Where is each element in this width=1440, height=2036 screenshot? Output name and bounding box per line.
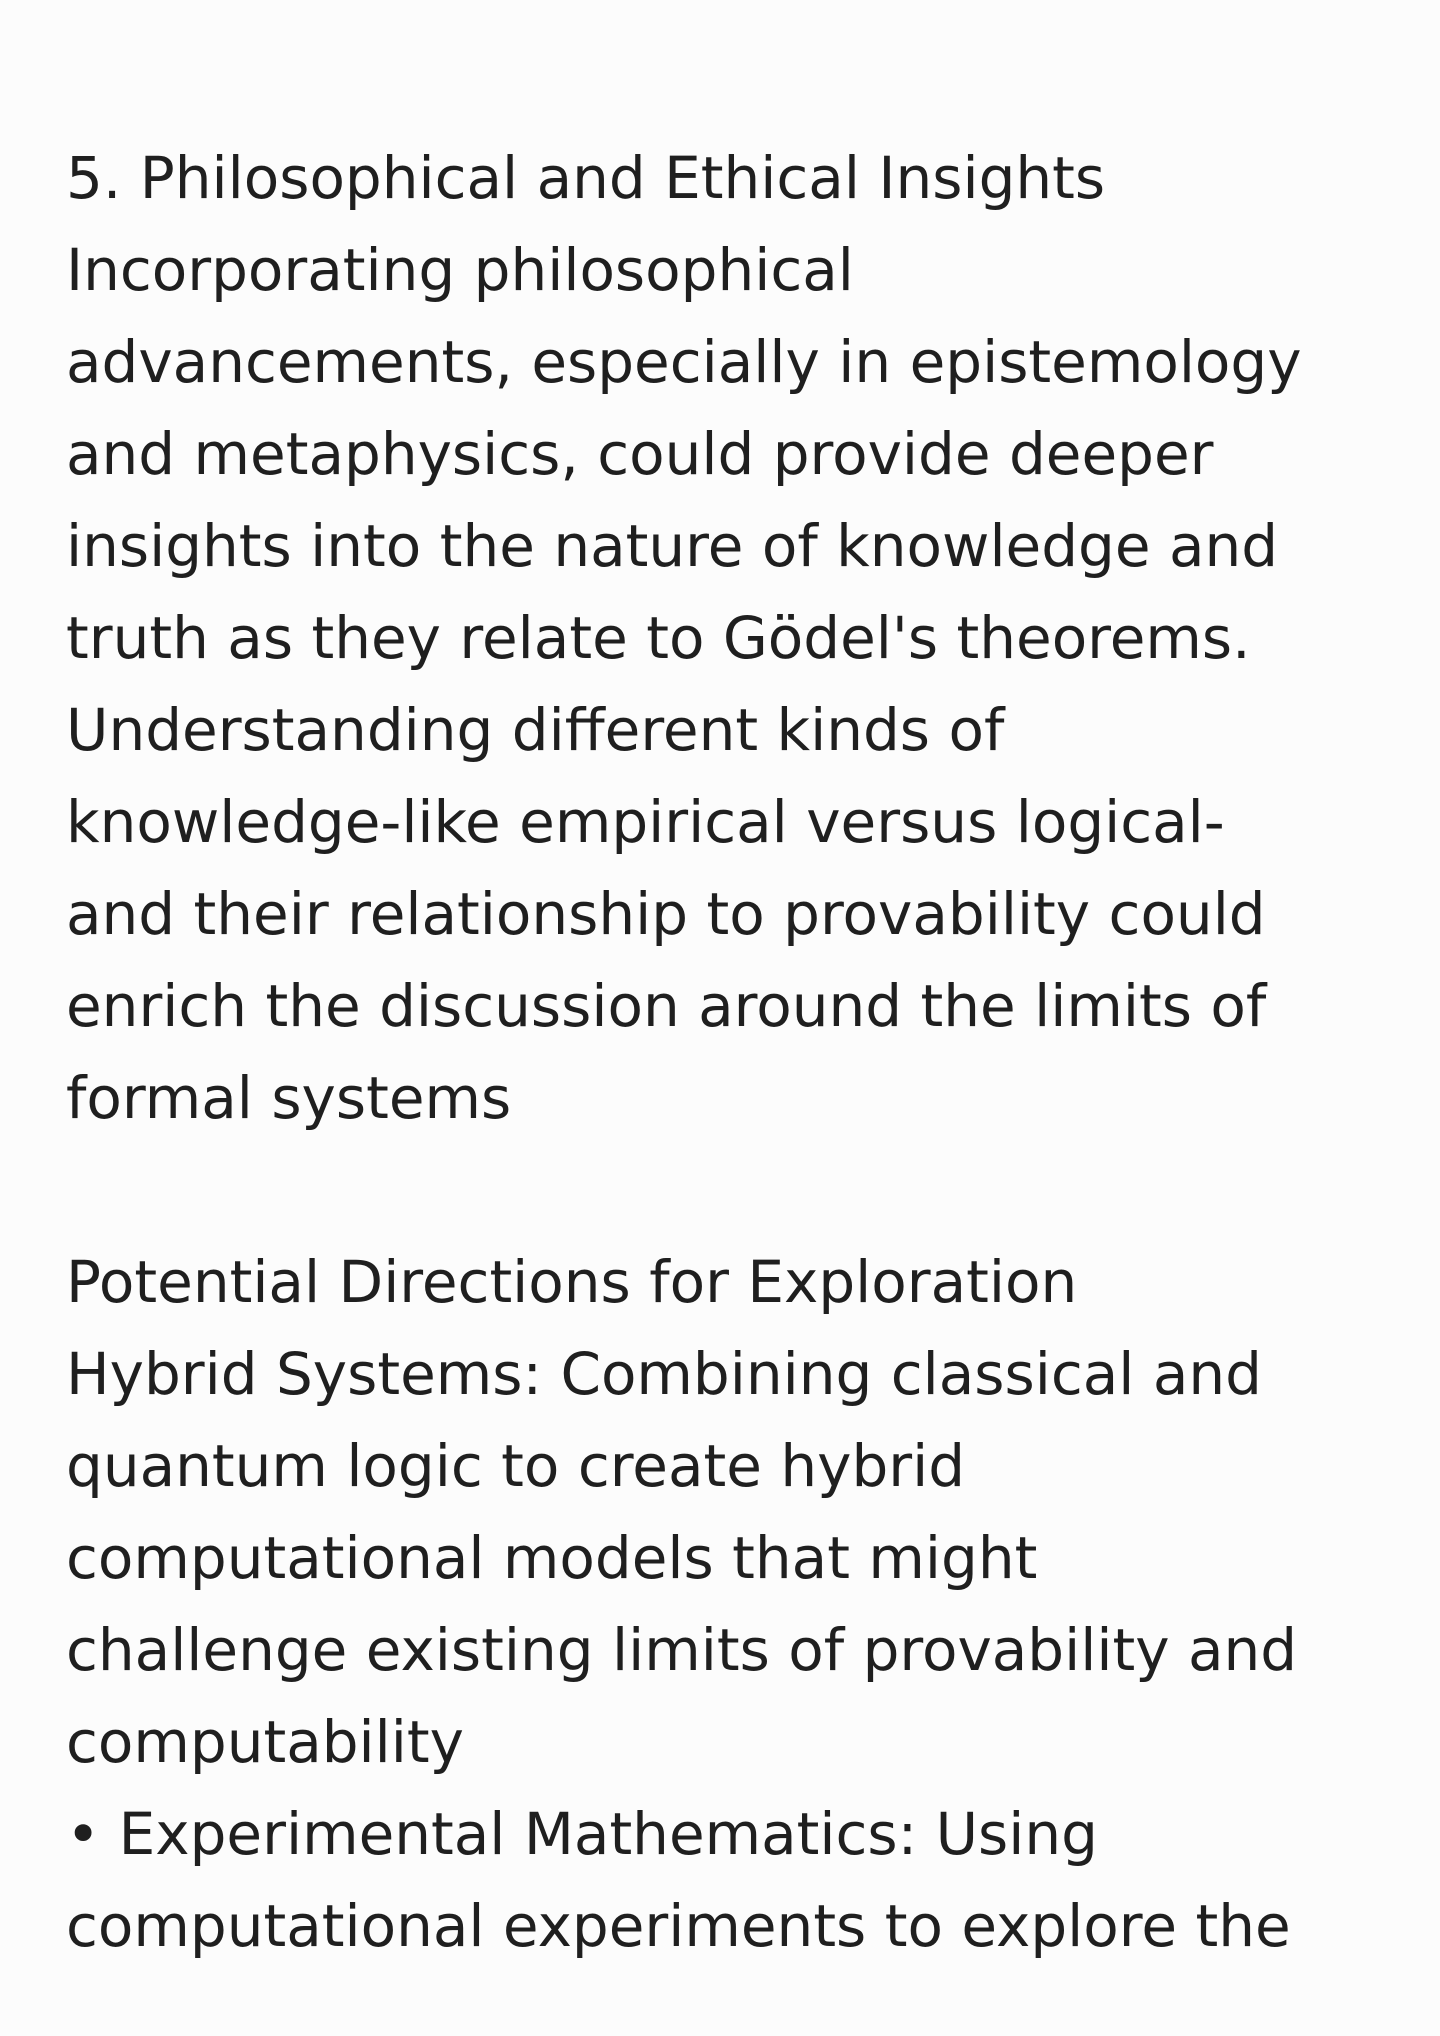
section-potential-directions <box>66 1236 1396 1972</box>
bullet-item-line: computational experiments to explore the <box>66 1892 1291 1960</box>
paragraph-line: and metaphysics, could provide deeper <box>66 420 1214 488</box>
list-item-line: computational models that might <box>66 1524 1038 1592</box>
list-item-line: Hybrid Systems: Combining classical and <box>66 1340 1262 1408</box>
list-item-line: quantum logic to create hybrid <box>66 1432 966 1500</box>
section-heading: 5. Philosophical and Ethical Insights <box>66 144 1106 212</box>
list-item-line: challenge existing limits of provability and <box>66 1616 1298 1684</box>
paragraph-line: truth as they relate to Gödel's theorems. <box>66 604 1251 672</box>
note-body[interactable] <box>66 132 1396 1972</box>
bullet-item-line: • Experimental Mathematics: Using <box>66 1800 1098 1868</box>
paragraph-line: advancements, especially in epistemology <box>66 328 1302 396</box>
paragraph-line: knowledge-like empirical versus logical- <box>66 788 1225 856</box>
section-heading: Potential Directions for Exploration <box>66 1248 1078 1316</box>
section-philosophical-insights <box>66 132 1396 1144</box>
paragraph-line: and their relationship to provability could <box>66 880 1266 948</box>
paragraph-line: insights into the nature of knowledge and <box>66 512 1279 580</box>
blank-line <box>66 1144 1396 1236</box>
list-item-line: computability <box>66 1708 464 1776</box>
paragraph-line: formal systems <box>66 1064 512 1132</box>
paragraph-line: Understanding different kinds of <box>66 696 1005 764</box>
paragraph-line: Incorporating philosophical <box>66 236 854 304</box>
paragraph-line: enrich the discussion around the limits of <box>66 972 1267 1040</box>
